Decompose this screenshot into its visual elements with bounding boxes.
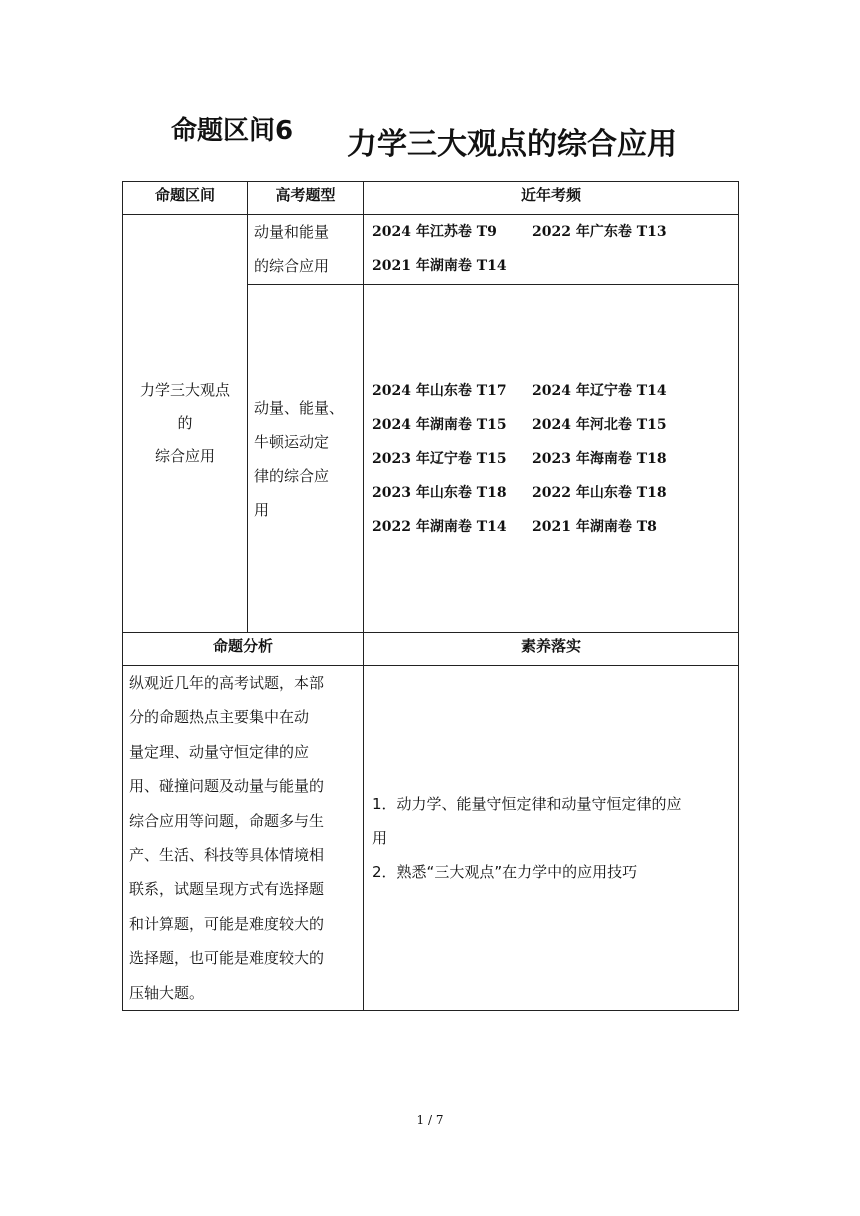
summary-table bbox=[122, 181, 739, 1011]
analysis-line: 用、碰撞问题及动量与能量的 bbox=[129, 777, 325, 796]
exam-ref: 2024 年江苏卷 T9 bbox=[372, 224, 497, 240]
frequency-line bbox=[372, 374, 738, 408]
frequency-line bbox=[372, 215, 738, 249]
type-line: 动量和能量 bbox=[254, 223, 330, 241]
analysis-header: 命题分析 bbox=[123, 633, 364, 666]
table-header-row bbox=[123, 182, 739, 215]
page-title: 力学三大观点的综合应用 bbox=[347, 127, 677, 162]
analysis-line: 压轴大题。 bbox=[129, 983, 205, 1002]
section-label: 命题区间6 bbox=[171, 116, 294, 146]
quality-header: 素养落实 bbox=[364, 633, 739, 666]
type-line: 律的综合应 bbox=[254, 466, 330, 485]
quality-line: 用 bbox=[372, 829, 388, 848]
interval-line: 力学三大观点 bbox=[139, 381, 230, 399]
exam-ref: 2022 年湖南卷 T14 bbox=[372, 518, 507, 535]
analysis-line: 纵观近几年的高考试题，本部 bbox=[129, 674, 325, 692]
interval-line: 综合应用 bbox=[154, 447, 215, 465]
header-frequency: 近年考频 bbox=[364, 182, 739, 215]
exam-ref: 2023 年海南卷 T18 bbox=[532, 450, 667, 467]
header-interval: 命题区间 bbox=[123, 182, 248, 215]
type-line: 的综合应用 bbox=[254, 257, 330, 275]
analysis-line: 综合应用等问题，命题多与生 bbox=[129, 811, 325, 830]
quality-cell bbox=[364, 666, 739, 1011]
exam-ref: 2024 年河北卷 T15 bbox=[532, 416, 667, 433]
frequency-line bbox=[372, 442, 738, 476]
exam-ref: 2024 年辽宁卷 T14 bbox=[532, 382, 667, 399]
type-cell bbox=[248, 285, 364, 633]
interval-line: 的 bbox=[177, 414, 193, 432]
frequency-line bbox=[372, 510, 738, 544]
frequency-cell bbox=[364, 215, 739, 285]
type-cell bbox=[248, 215, 364, 285]
table-row bbox=[123, 666, 739, 1011]
exam-ref: 2022 年山东卷 T18 bbox=[532, 484, 667, 501]
quality-line: 1．动力学、能量守恒定律和动量守恒定律的应 bbox=[372, 795, 682, 814]
analysis-line: 分的命题热点主要集中在动 bbox=[129, 708, 310, 727]
type-line: 用 bbox=[254, 500, 270, 519]
frequency-cell bbox=[364, 285, 739, 633]
type-line: 牛顿运动定 bbox=[254, 432, 330, 451]
exam-ref: 2024 年湖南卷 T15 bbox=[372, 416, 507, 433]
quality-line: 2．熟悉“三大观点”在力学中的应用技巧 bbox=[372, 863, 638, 882]
frequency-line bbox=[372, 408, 738, 442]
type-line: 动量、能量、 bbox=[254, 398, 345, 417]
frequency-line bbox=[372, 476, 738, 510]
table-row bbox=[123, 215, 739, 285]
section-header-row bbox=[123, 633, 739, 666]
frequency-line bbox=[372, 249, 738, 283]
header-type: 高考题型 bbox=[248, 182, 364, 215]
exam-ref: 2022 年广东卷 T13 bbox=[532, 224, 667, 240]
analysis-line: 联系，试题呈现方式有选择题 bbox=[129, 880, 325, 899]
exam-ref: 2023 年辽宁卷 T15 bbox=[372, 450, 507, 467]
analysis-line: 产、生活、科技等具体情境相 bbox=[129, 846, 325, 865]
exam-ref: 2021 年湖南卷 T14 bbox=[372, 258, 507, 274]
analysis-line: 和计算题，可能是难度较大的 bbox=[129, 914, 325, 933]
interval-cell bbox=[123, 215, 248, 633]
exam-ref: 2021 年湖南卷 T8 bbox=[532, 518, 657, 535]
exam-ref: 2023 年山东卷 T18 bbox=[372, 484, 507, 501]
exam-ref: 2024 年山东卷 T17 bbox=[372, 382, 507, 399]
analysis-cell bbox=[123, 666, 364, 1011]
page-number: 1 / 7 bbox=[416, 1113, 444, 1127]
analysis-line: 选择题，也可能是难度较大的 bbox=[129, 949, 325, 968]
analysis-line: 量定理、动量守恒定律的应 bbox=[129, 742, 310, 761]
